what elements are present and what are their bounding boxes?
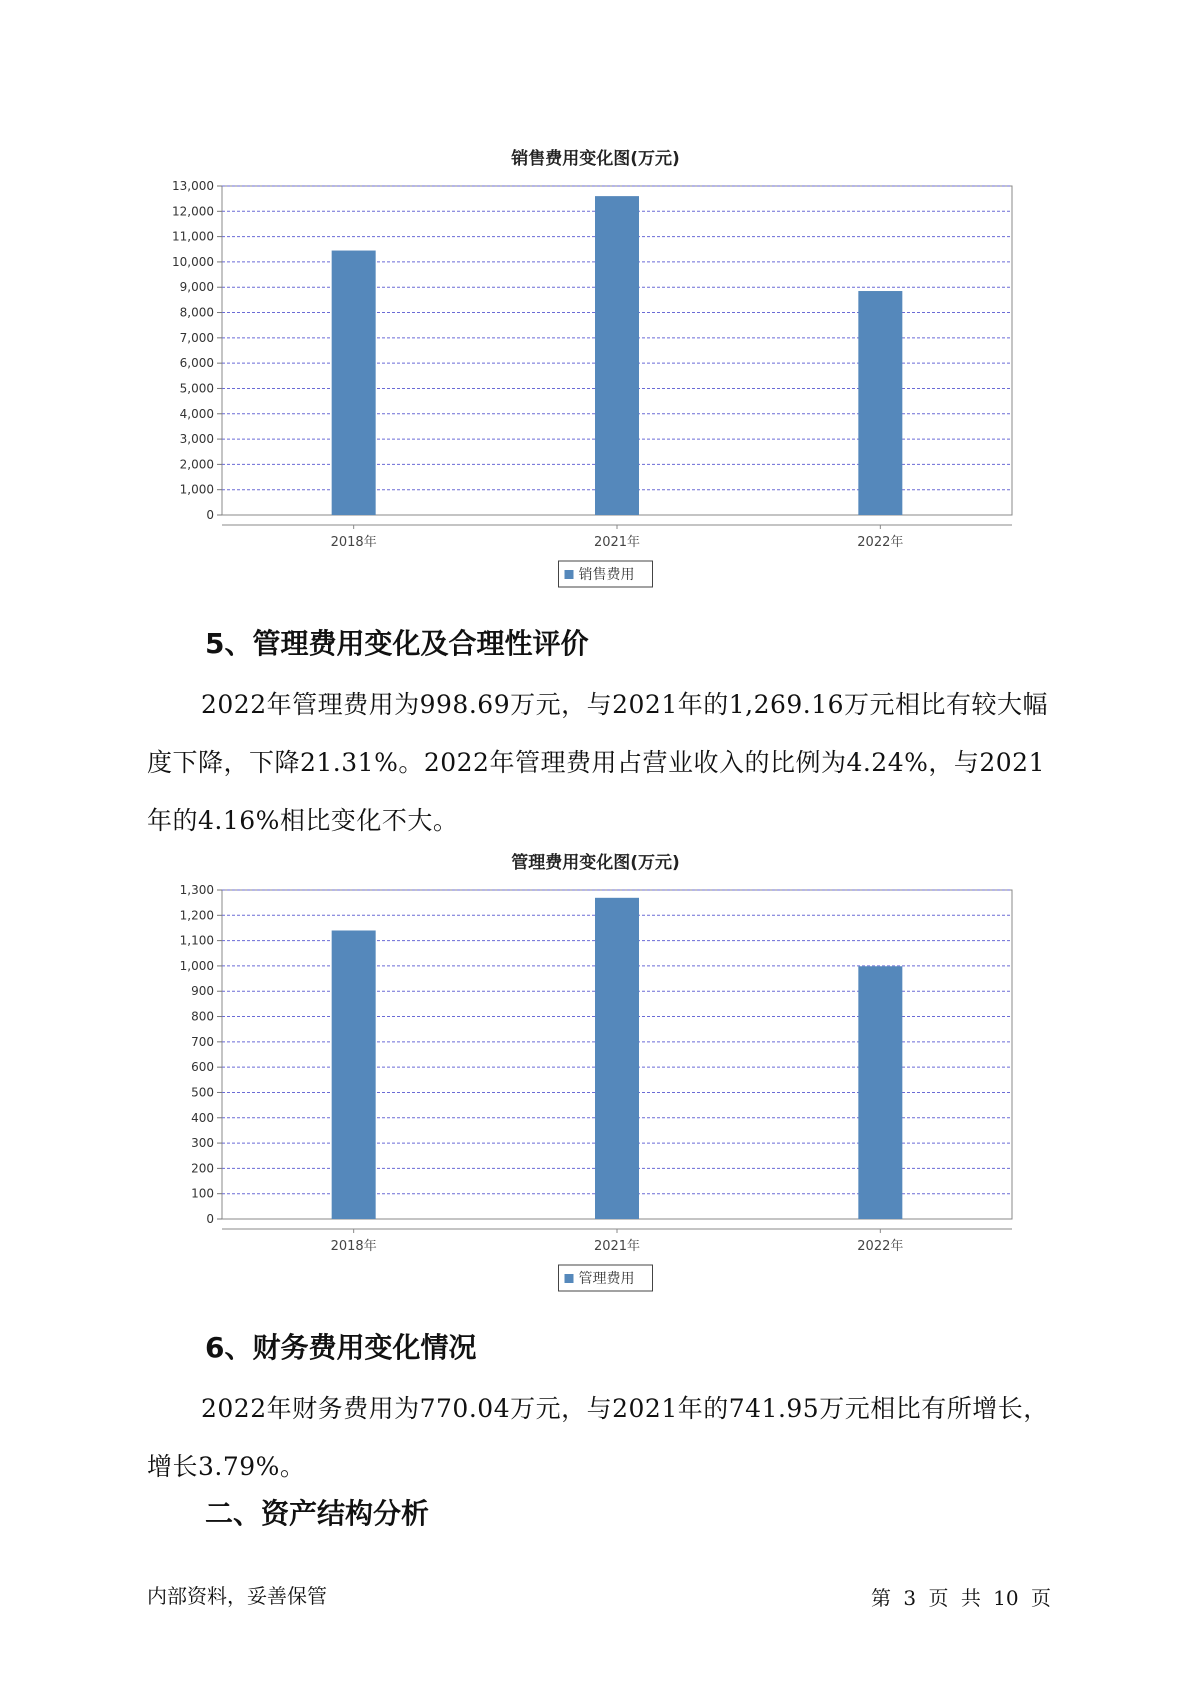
legend-label: 管理费用 (578, 1271, 635, 1287)
y-tick-label: 1,000 (179, 958, 214, 973)
footer-page-number: 第 3 页 共 10 页 (871, 1586, 1051, 1610)
section-two-heading: 二、资产结构分析 (205, 1497, 430, 1530)
y-tick-label: 600 (191, 1060, 214, 1075)
section5-heading: 5、管理费用变化及合理性评价 (205, 627, 589, 660)
legend-swatch (565, 570, 574, 579)
y-tick-label: 0 (206, 508, 214, 522)
y-tick-label: 200 (191, 1161, 214, 1176)
y-tick-label: 11,000 (172, 229, 214, 244)
y-tick-label: 1,000 (179, 482, 214, 497)
y-tick-label: 4,000 (179, 406, 214, 421)
section5-paragraph: 2022年管理费用为998.69万元，与2021年的1,269.16万元相比有较大幅度下降，下降21.31%。2022年管理费用占营业收入的比例为4.24%，与2021年的4.16%相比变化不大。 (147, 690, 1049, 835)
y-tick-label: 1,200 (179, 908, 214, 923)
x-tick-label: 2022年 (857, 535, 904, 550)
chart1-title: 销售费用变化图(万元) (511, 149, 680, 169)
y-tick-label: 9,000 (179, 280, 214, 295)
bar (858, 291, 902, 515)
y-tick-label: 500 (191, 1085, 214, 1100)
x-tick-label: 2022年 (857, 1239, 904, 1254)
y-tick-label: 1,300 (179, 883, 214, 897)
y-tick-label: 5,000 (179, 381, 214, 396)
y-tick-label: 8,000 (179, 305, 214, 320)
y-tick-label: 6,000 (179, 356, 214, 371)
y-tick-label: 13,000 (172, 179, 214, 193)
y-tick-label: 900 (191, 984, 214, 999)
y-tick-label: 1,100 (179, 933, 214, 948)
bar (595, 898, 639, 1219)
y-tick-label: 7,000 (179, 330, 214, 345)
admin-expense-chart (0, 874, 1191, 1294)
y-tick-label: 400 (191, 1110, 214, 1125)
sales-expense-chart (0, 170, 1191, 590)
legend (559, 561, 653, 587)
bar (332, 930, 376, 1219)
x-tick-label: 2021年 (593, 535, 641, 550)
section6-paragraph: 2022年财务费用为770.04万元，与2021年的741.95万元相比有所增长，增长3.79%。 (147, 1394, 1049, 1481)
y-tick-label: 700 (191, 1034, 214, 1049)
y-tick-label: 300 (191, 1136, 214, 1151)
legend (559, 1265, 653, 1291)
bar (595, 196, 639, 515)
y-tick-label: 800 (191, 1009, 214, 1024)
y-tick-label: 12,000 (172, 204, 214, 219)
legend-label: 销售费用 (578, 567, 635, 583)
y-tick-label: 2,000 (179, 457, 214, 472)
x-tick-label: 2018年 (330, 535, 377, 550)
y-tick-label: 10,000 (172, 254, 214, 269)
x-tick-label: 2021年 (593, 1239, 641, 1254)
footer-confidential-note: 内部资料，妥善保管 (147, 1584, 327, 1608)
y-tick-label: 100 (191, 1186, 214, 1201)
legend-swatch (565, 1274, 574, 1283)
chart2-title: 管理费用变化图(万元) (511, 853, 680, 873)
bar (858, 966, 902, 1219)
y-tick-label: 0 (206, 1212, 214, 1226)
y-tick-label: 3,000 (179, 432, 214, 447)
bar (332, 251, 376, 515)
section6-heading: 6、财务费用变化情况 (205, 1331, 477, 1364)
x-tick-label: 2018年 (330, 1239, 377, 1254)
